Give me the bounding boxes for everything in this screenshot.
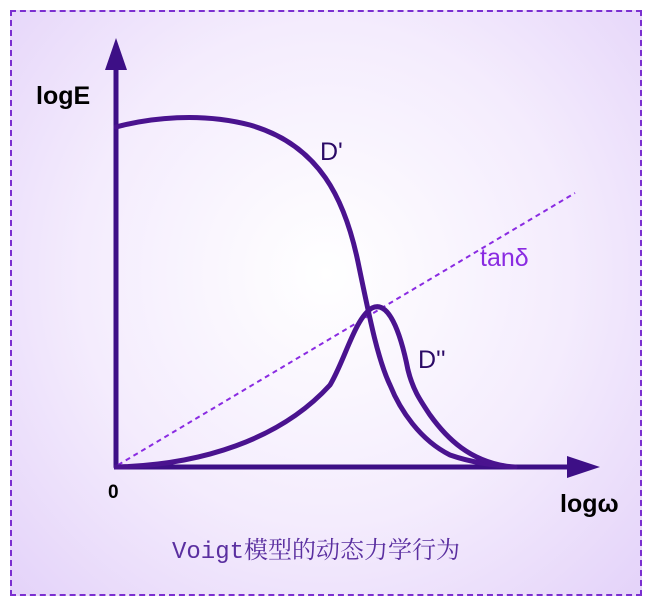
y-axis-arrowhead (105, 38, 127, 70)
loss-curve (116, 307, 505, 467)
x-axis-arrowhead (567, 456, 600, 478)
loss-curve-label: D'' (418, 346, 446, 374)
y-axis-label: logE (36, 82, 91, 110)
caption-text: 模型的动态力学行为 (244, 537, 461, 564)
storage-curve-label: D' (320, 138, 343, 166)
origin-label: 0 (108, 482, 119, 503)
storage-curve (116, 117, 515, 467)
x-axis-label: logω (560, 490, 619, 518)
caption (172, 537, 460, 566)
caption-model: Voigt (172, 539, 245, 566)
tan-delta-label: tanδ (480, 244, 529, 272)
tan-delta-line (118, 193, 575, 465)
